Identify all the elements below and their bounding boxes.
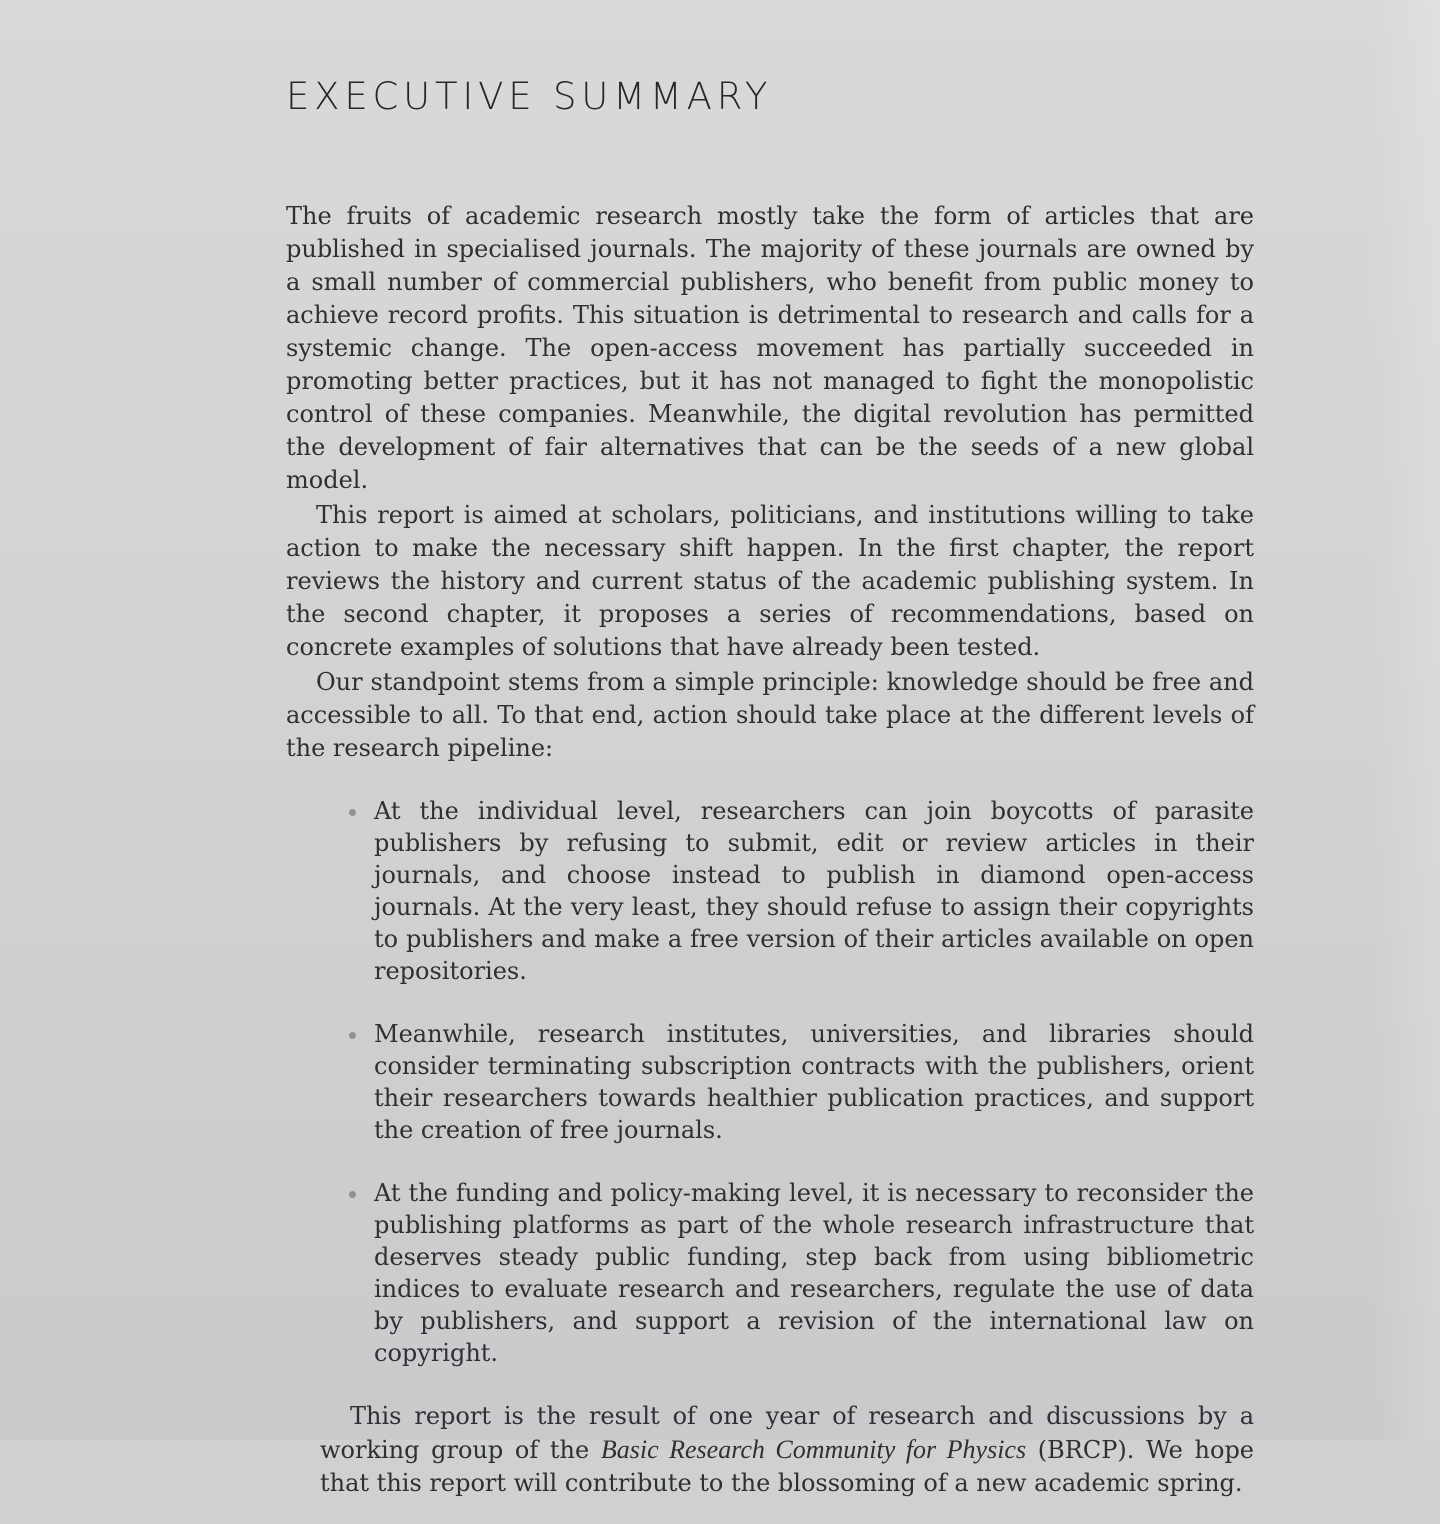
closing-text-start: This report is the result of one year of research and discussions by a working group of the	[320, 1402, 1254, 1464]
list-item-text: At the funding and policy-making level, it is necessary to reconsider the publishing platforms as part of the whole research infrastructure that deserves steady public funding, step back from using bibliometric indices to evaluate research and researchers, regulate the use of data by publishers, and support a revision of the international law on copyright.	[374, 1179, 1254, 1367]
recommendation-list	[286, 795, 1254, 1369]
closing-text-end: (BRCP). We hope that this report will contribute to the blossoming of a new academic spring.	[320, 1436, 1255, 1497]
bullet-dot-icon	[349, 809, 356, 816]
bullet-dot-icon	[349, 1032, 356, 1039]
list-item	[374, 1177, 1254, 1369]
page-title: EXECUTIVE SUMMARY	[286, 75, 773, 118]
intro-paragraph: The fruits of academic research mostly take the form of articles that are published in specialised journals. The majority of these journals are owned by a small number of commercial publishers, who benefit from public money to achieve record profits. This situation is detrimental to research and calls for a systemic change. The open-access movement has partially succeeded in promoting better practices, but it has not managed to fight the monopolistic control of these companies. Meanwhile, the digital revolution has permitted the development of fair alternatives that can be the seeds of a new global model.	[286, 202, 1254, 494]
summary-body	[286, 200, 1254, 1500]
list-item	[374, 795, 1254, 987]
organization-name: Basic Research Community for Physics	[600, 1435, 1027, 1464]
page-content	[286, 72, 1254, 1524]
bullet-dot-icon	[349, 1191, 356, 1198]
list-item	[374, 1018, 1254, 1146]
standpoint-paragraph: Our standpoint stems from a simple principle: knowledge should be free and accessible to all. To that end, action should take place at the different levels of the research pipeline:	[286, 668, 1254, 762]
list-item-text: At the individual level, researchers can join boycotts of parasite publishers by refusing to submit, edit or review articles in their journals, and choose instead to publish in diamond open-access journals. At the very least, they should refuse to assign their copyrights to publishers and make a free version of their articles available on open repositories.	[374, 797, 1254, 985]
closing-paragraph	[320, 1400, 1254, 1500]
list-item-text: Meanwhile, research institutes, universities, and libraries should consider terminating subscription contracts with the publishers, orient their researchers towards healthier publication practices, and support the creation of free journals.	[374, 1020, 1254, 1144]
audience-paragraph: This report is aimed at scholars, politicians, and institutions willing to take action to make the necessary shift happen. In the first chapter, the report reviews the history and current status of the academic publishing system. In the second chapter, it proposes a series of recommendations, based on concrete examples of solutions that have already been tested.	[286, 501, 1254, 661]
